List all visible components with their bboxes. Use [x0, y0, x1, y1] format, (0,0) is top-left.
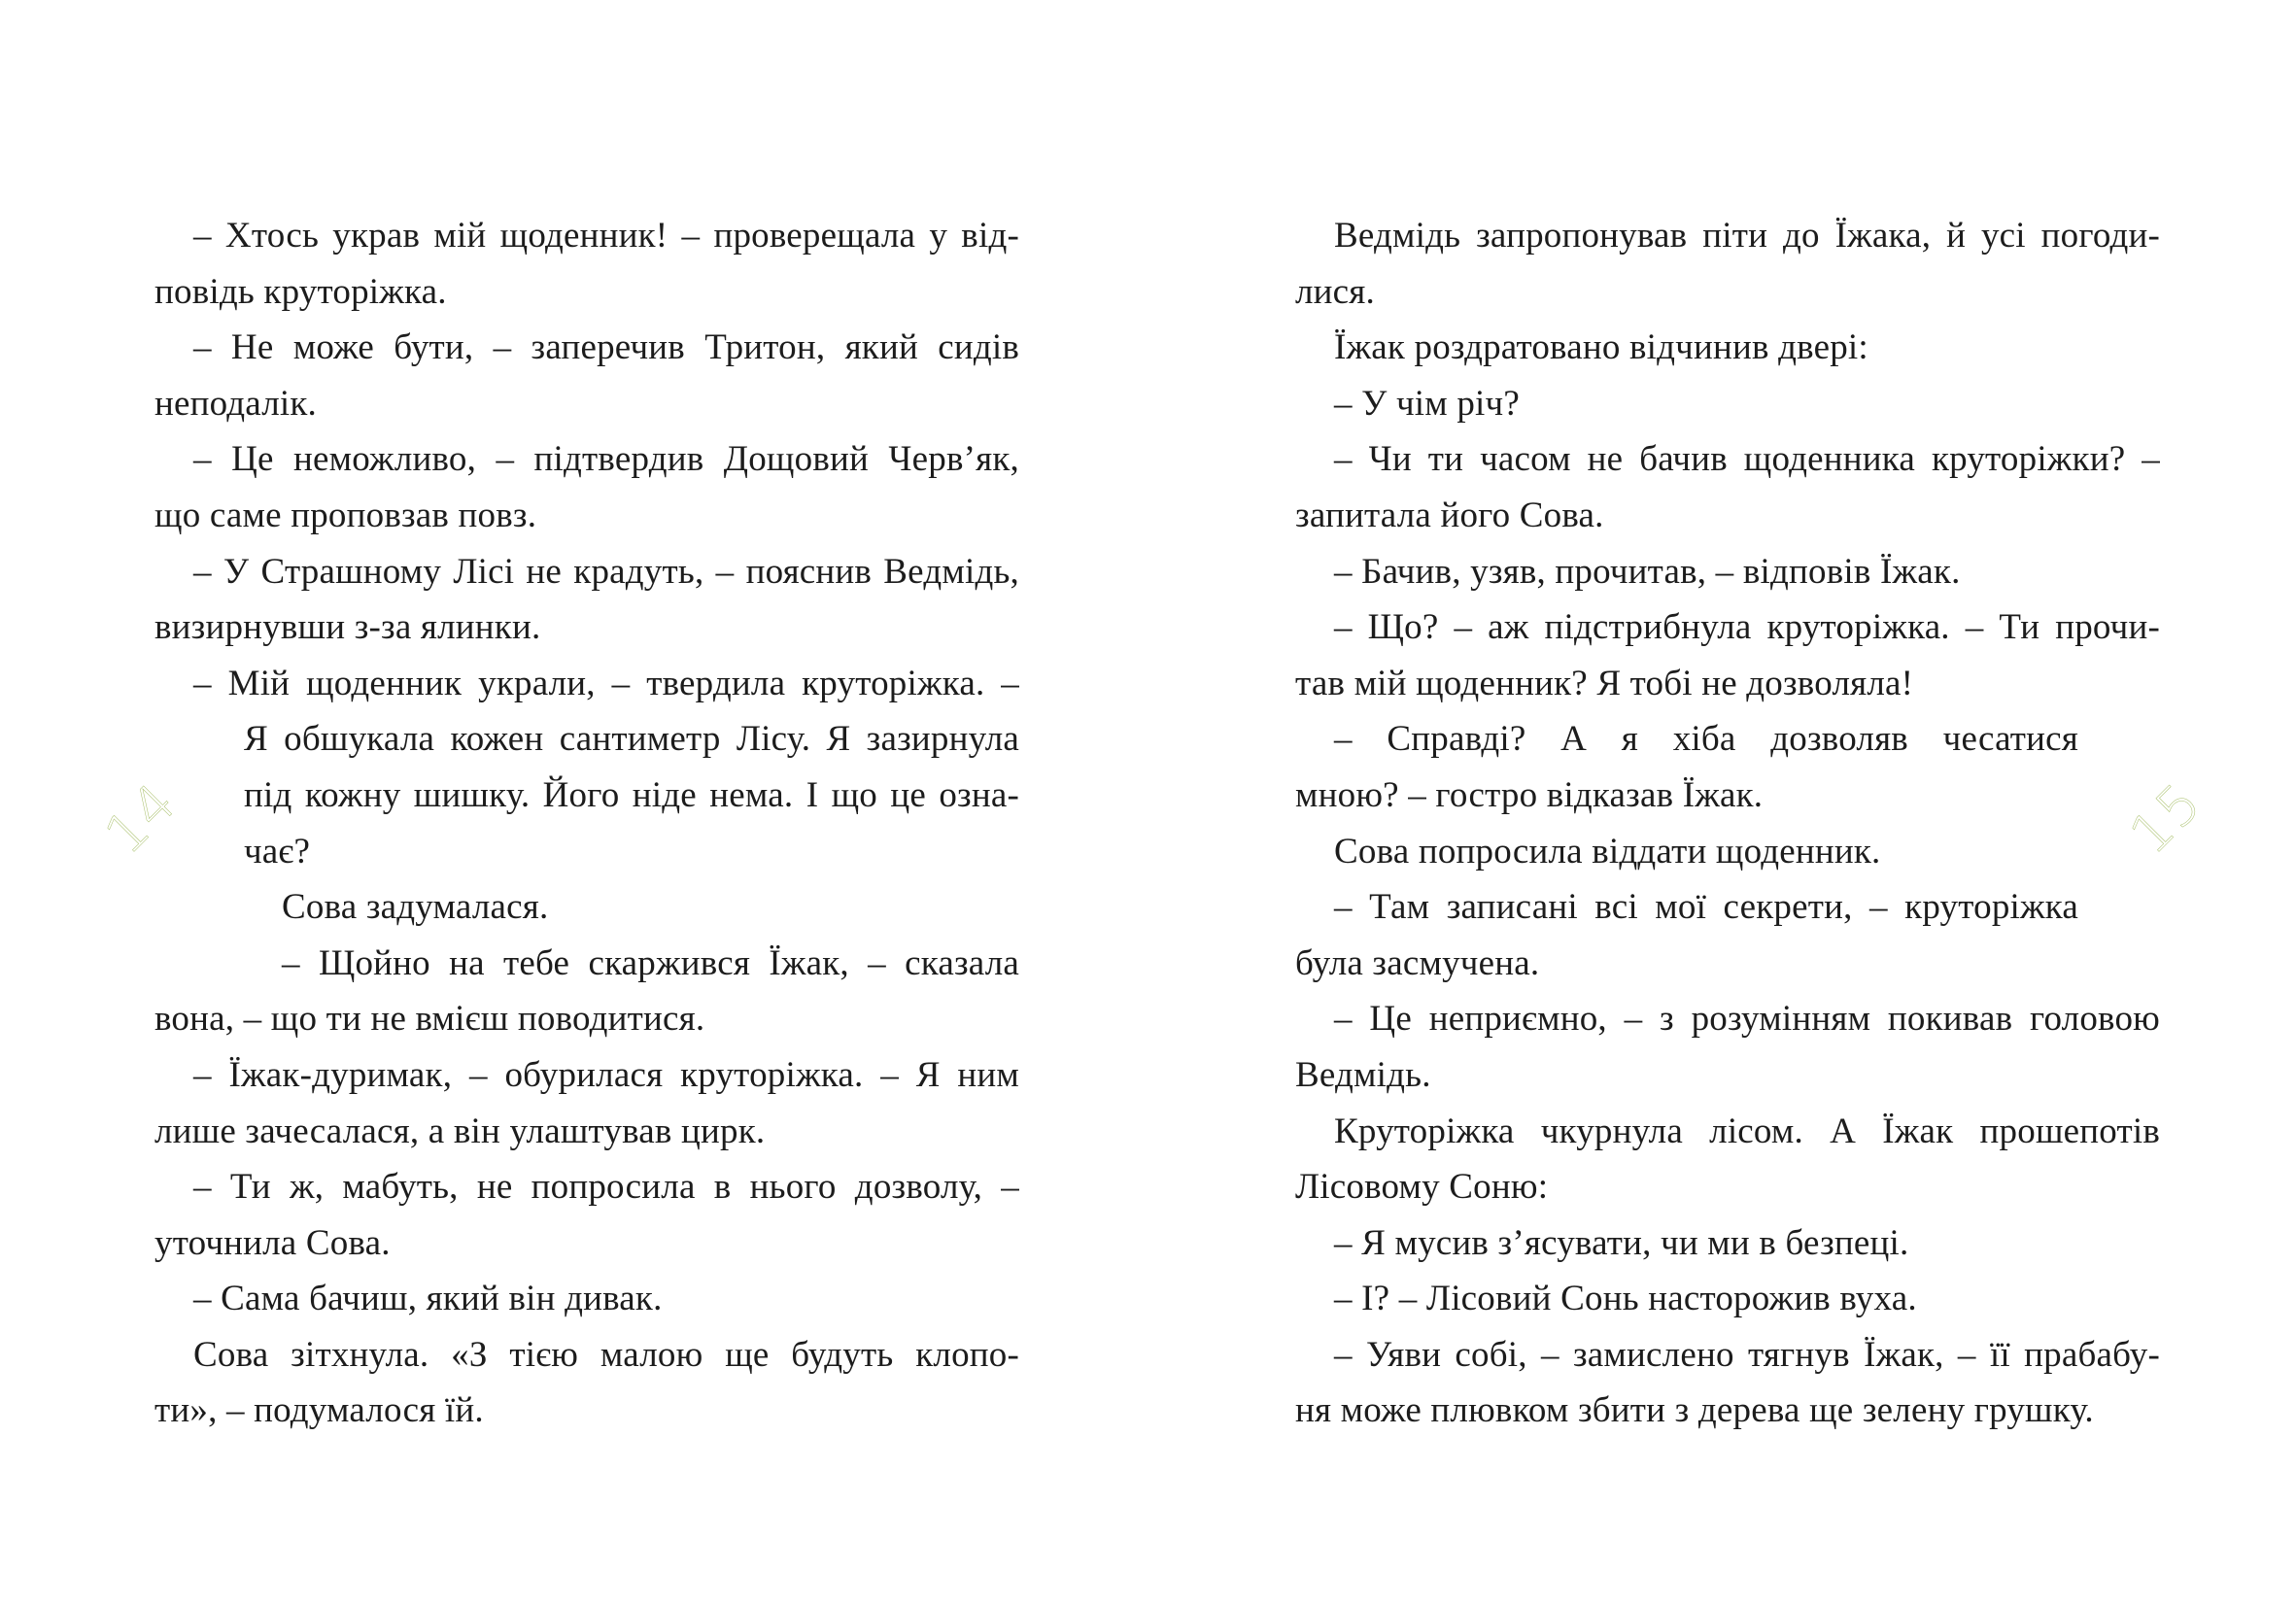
text-line: уточнила Сова. [154, 1222, 391, 1263]
text-line: Сова задумалася. [282, 887, 549, 928]
text-line: – Щойно на тебе скаржився Їжак, – сказала [282, 942, 1019, 983]
text-line: тав мій щоденник? Я тобі не дозволяла! [1295, 663, 1914, 703]
text-line: – У Страшному Лісі не крадуть, – пояснив Ведмідь, [193, 551, 1019, 592]
text-line: Їжак роздратовано відчинив двері: [1334, 327, 1868, 368]
text-line: запитала його Сова. [1295, 495, 1604, 535]
text-line: Сова зітхнула. «З тією малою ще будуть клопо- [193, 1334, 1019, 1375]
text-line: – Сама бачиш, який він дивак. [193, 1279, 663, 1319]
text-line: Круторіжка чкурнула лісом. А Їжак прошепотів [1334, 1111, 2160, 1151]
text-line: – Справді? А я хіба дозволяв чесатися [1334, 719, 2078, 760]
page-number-right: 15 [2118, 769, 2215, 868]
text-line: була засмучена. [1295, 942, 1540, 983]
left-page-text [154, 208, 1019, 1439]
text-line: повідь круторіжка. [154, 271, 447, 312]
text-line: – Там записані всі мої секрети, – круторіжка [1334, 887, 2078, 928]
text-line: Сова попросила віддати щоденник. [1334, 831, 1881, 872]
text-line: – Хтось украв мій щоденник! – проверещала у від- [193, 216, 1019, 256]
text-line: – Бачив, узяв, прочитав, – відповів Їжак. [1334, 551, 1961, 592]
text-line: – Я мусив з’ясувати, чи ми в безпеці. [1334, 1222, 1909, 1263]
text-line: лися. [1295, 271, 1375, 312]
right-page-text [1295, 208, 2160, 1439]
text-line: ня може плювком збити з дерева ще зелену грушку. [1295, 1390, 2094, 1431]
text-line: визирнувши з-за ялинки. [154, 607, 541, 648]
text-line: – І? – Лісовий Сонь насторожив вуха. [1334, 1279, 1917, 1319]
text-line: – У чім річ? [1334, 383, 1520, 424]
text-line: неподалік. [154, 383, 318, 424]
text-line: Ведмідь запропонував піти до Їжака, й усі погоди- [1334, 216, 2160, 256]
text-line: – Чи ти часом не бачив щоденника круторіжки? – [1334, 439, 2160, 480]
text-line: – Це неприємно, – з розумінням покивав головою [1334, 999, 2160, 1040]
text-line: ти», – подумалося їй. [154, 1390, 484, 1431]
text-line: під кожну шишку. Його ніде нема. І що це озна- [244, 774, 1019, 815]
text-line: – Уяви собі, – замислено тягнув Їжак, – її прабабу- [1334, 1334, 2160, 1375]
text-line: – Не може бути, – заперечив Тритон, який сидів [193, 327, 1019, 368]
text-line: вона, – що ти не вмієш поводитися. [154, 999, 705, 1040]
text-line: – Їжак-дуримак, – обурилася круторіжка. – Я ним [193, 1054, 1019, 1095]
text-line: Ведмідь. [1295, 1054, 1431, 1095]
text-line: лише зачесалася, а він улаштував цирк. [154, 1111, 766, 1151]
text-line: – Ти ж, мабуть, не попросила в нього дозволу, – [193, 1167, 1019, 1208]
page-number-left: 14 [93, 769, 190, 868]
text-line: – Це неможливо, – підтвердив Дощовий Черв’як, [193, 439, 1019, 480]
text-line: мною? – гостро відказав Їжак. [1295, 774, 1764, 815]
text-line: чає? [244, 831, 311, 872]
text-line: – Мій щоденник украли, – твердила круторіжка. – [193, 663, 1019, 703]
text-line: що саме проповзав повз. [154, 495, 537, 535]
text-line: – Що? – аж підстрибнула круторіжка. – Ти прочи- [1334, 607, 2160, 648]
text-line: Я обшукала кожен сантиметр Лісу. Я зазирнула [244, 719, 1019, 760]
text-line: Лісовому Соню: [1295, 1167, 1549, 1208]
